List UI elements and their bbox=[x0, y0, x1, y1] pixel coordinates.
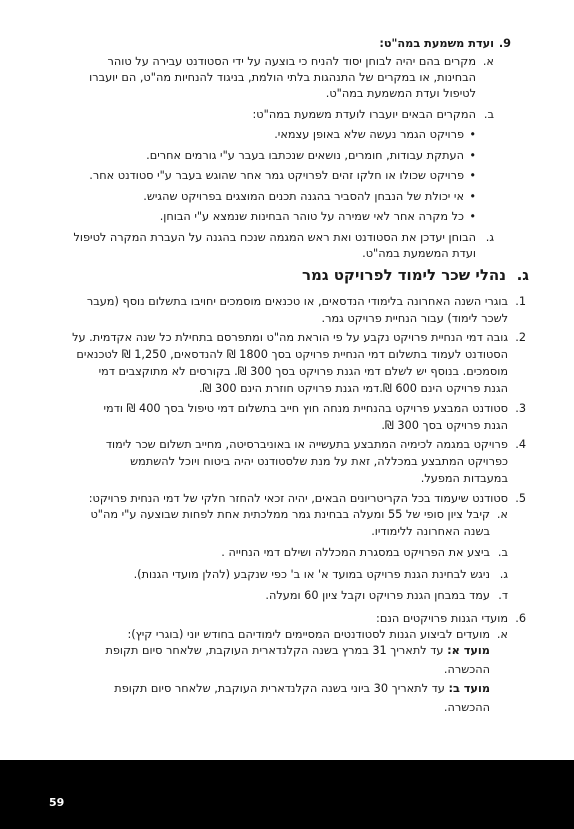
sub-item-line: בשנה האחרונה ללימודיו. bbox=[371, 525, 490, 538]
item-number: 3. bbox=[515, 402, 526, 415]
moed-a-line bbox=[105, 641, 490, 660]
item-6-intro: מועדי הגנות פרויקטים הנם: bbox=[376, 612, 508, 625]
item-line: במעבדות המפעל. bbox=[420, 472, 508, 485]
section-g-mark: ג. bbox=[516, 266, 529, 284]
bullet-item: פרויקט שכולו או חלקו זהים לפרויקט גמר אחר שהוגש בעבר ע"י סטודנט אחר. bbox=[89, 169, 464, 182]
sub-item-mark: א. bbox=[496, 508, 508, 521]
bullet-dot: • bbox=[469, 149, 476, 162]
item-number: 5. bbox=[515, 492, 526, 505]
section-9-a-mark: א. bbox=[482, 55, 494, 68]
section-9-number: 9. bbox=[498, 37, 511, 50]
moed-a-text: עד לתאריך 31 במרץ בשנה הקלנדארית העוקבת, שלאחר סיום תקופת bbox=[105, 644, 448, 657]
sub-item-line: ביצע את הפרויקט במסגרת המכללה ושילם דמי הנחייה . bbox=[221, 546, 490, 559]
sub-item-line: ניגש לבחינת הגנת פרויקט במועד א' או ב' כפי שנקבע (להלן מועדי הגנות). bbox=[133, 568, 490, 581]
section-9-c-line: ועדת המשמעת במה"ט. bbox=[362, 247, 476, 260]
sub-item-mark: ד. bbox=[498, 589, 508, 602]
moed-b-text: עד לתאריך 30 ביוני בשנה הקלנדארית העוקבת, שלאחר סיום תקופת bbox=[114, 682, 449, 695]
item-line: פרויקט במגמה לכימיה המתבצע בתעשייה או באוניברסיטה, מחייב תשלום שכר לימוד bbox=[105, 438, 508, 451]
item-line: לשכר לימוד) עבור הנחיית פרויקט גמר. bbox=[321, 312, 508, 325]
item-line: כפרויקט המתבצע במכללה, זאת על מנת שלסטודנט יהיה ביטוח ויוכל להשתמש bbox=[130, 455, 508, 468]
bullet-item: פרויקט הגמר נעשה שלא באופן עצמאי. bbox=[274, 128, 464, 141]
item-line: מוסמכים. בנוסף יש לשלם דמי הגנת פרויקט בסך 300 ₪. בקורסים לא מתוקצבים דמי bbox=[98, 365, 508, 378]
item-number: 6. bbox=[515, 612, 526, 625]
sub-item-line: עמד במבחן הגנת פרויקט וקבל ציון 60 ומעלה. bbox=[265, 589, 490, 602]
section-9-b-mark: ב. bbox=[483, 108, 494, 121]
item-number: 2. bbox=[515, 331, 526, 344]
sub-item-line: קיבל ציון סופי של 55 ומעלה בבחינת גמר ממלכתית אחת לפחות שבוצעה ע"י מה"ט bbox=[90, 508, 490, 521]
item-line: גובה דמי הנחיית פרויקט נקבע על פי הוראת מה"ט ומתפרסם בתחילת כל שנה אקדמית. על bbox=[72, 331, 508, 344]
bullet-item: אי יכולת של הנבחן להסביר בהגנה תכנים המוצגים בפרויקט שהגיש. bbox=[143, 190, 464, 203]
bullet-dot: • bbox=[469, 169, 476, 182]
item-line: בוגרי השנה האחרונה בלימודי הנדסאים, או טכנאים מוסמכים יחויבו בתשלום נוסף (מעבר bbox=[86, 295, 508, 308]
section-9-title: ועדת משמעת במה"ט: bbox=[379, 37, 494, 50]
item-number: 4. bbox=[515, 438, 526, 451]
moed-a-cont: ההכשרה. bbox=[443, 663, 490, 676]
section-9-a-line: לטיפול ועדת המשמעת במה"ט. bbox=[325, 87, 476, 100]
sub-item-mark: א. bbox=[496, 628, 508, 641]
section-9-b-intro: המקרים הבאים יועברו לועדת משמעת במה"ט: bbox=[252, 108, 476, 121]
sub-item-mark: ג. bbox=[499, 568, 508, 581]
moed-b-label: מועד ב: bbox=[448, 682, 490, 695]
item-line: הגנת פרויקט הינם 600 ₪.דמי הגנת פרויקט חוזרת הינם 300 ₪. bbox=[198, 382, 508, 395]
item-line: סטודנט שיעמוד בכל הקריטריונים הבאים, יהיה זכאי להחזר חלקי של דמי הנחית פרויקט: bbox=[88, 492, 508, 505]
page-number: 59 bbox=[49, 796, 65, 809]
sub-item-line: מועדים לביצוע הגנות לסטודנטים המסיימים לימודיהם בחודש יוני (בוגרי קיץ): bbox=[127, 628, 490, 641]
sub-item-mark: ב. bbox=[497, 546, 508, 559]
section-9-a-line: הבחינות, או במקרים של התנהגות בלתי הולמת, בניגוד להנחיות מה"ט, הם יועברו bbox=[89, 71, 476, 84]
bullet-dot: • bbox=[469, 190, 476, 203]
item-line: הסטודנט לעמוד בתשלום דמי הנחיית פרויקט בסך 1800 ₪ להנדסאים, 1,250 ₪ לטכנאים bbox=[76, 348, 508, 361]
page-footer bbox=[0, 760, 574, 829]
bullet-dot: • bbox=[469, 128, 476, 141]
moed-b-line bbox=[114, 679, 490, 698]
moed-a-label: מועד א: bbox=[447, 644, 490, 657]
section-9-c-line: הבוחן יעדכן את הסטודנט ואת ראש המגמה שנכח בהגנה על העברת המקרה לטיפול bbox=[73, 231, 476, 244]
bullet-dot: • bbox=[469, 210, 476, 223]
item-number: 1. bbox=[515, 295, 526, 308]
section-g-title: נהלי שכר לימוד לפרויקט גמר bbox=[301, 266, 506, 284]
bullet-item: כל מקרה אחר לאי שמירה על טוהר הבחינות שנמצא ע"י הבוחן. bbox=[159, 210, 464, 223]
section-9-c-mark: ג. bbox=[485, 231, 494, 244]
item-line: הגנת פרויקט בסך 300 ₪. bbox=[381, 419, 508, 432]
item-line: סטודנט המבצע פרויקט בהנחיית מנחה חוץ חייב בתשלום דמי טיפול בסך 400 ₪ ודמי bbox=[103, 402, 508, 415]
moed-b-cont: ההכשרה. bbox=[443, 701, 490, 714]
bullet-item: העתקת עבודות, חומרים, נושאים שנכתבו בעבר ע"י גורמים אחרים. bbox=[146, 149, 464, 162]
section-9-a-line: מקרים בהם יהיה לבוחן יסוד להניח כי בוצעה על ידי הסטודנט עבירה על טוהר bbox=[107, 55, 476, 68]
